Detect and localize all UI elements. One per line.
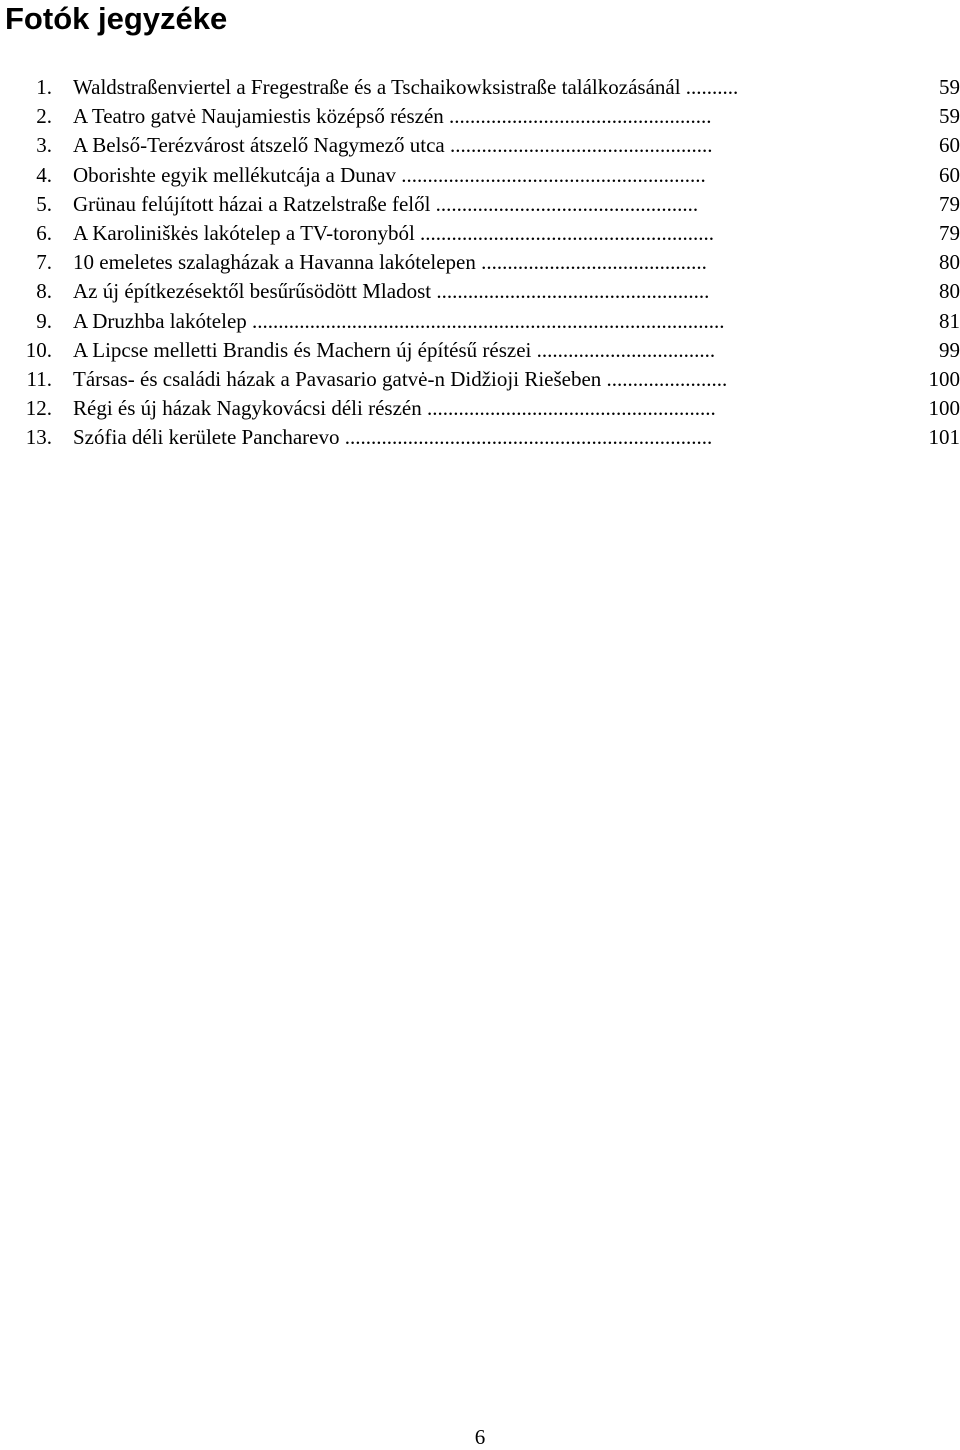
list-item [0, 336, 960, 365]
entry-title: Grünau felújított házai a Ratzelstraße felől .................................................. [73, 191, 699, 216]
entry-title: Társas- és családi házak a Pavasario gatvė-n Didžioji Riešeben ....................... [73, 366, 728, 391]
entry-number: 3. [36, 133, 52, 158]
list-item [0, 394, 960, 423]
page-title: Fotók jegyzéke [5, 1, 228, 36]
entry-page: 79 [939, 220, 960, 245]
entry-page: 80 [939, 279, 960, 304]
entry-title: A Teatro gatvė Naujamiestis középső részén .................................................. [73, 104, 712, 129]
entry-page: 59 [939, 104, 960, 129]
entry-number: 2. [36, 104, 52, 129]
entry-page: 100 [928, 396, 960, 421]
entry-number: 8. [36, 279, 52, 304]
list-item [0, 131, 960, 160]
entry-page: 80 [939, 250, 960, 275]
photo-list [0, 73, 960, 452]
entry-number: 4. [36, 162, 52, 187]
list-item [0, 219, 960, 248]
list-item [0, 161, 960, 190]
entry-title: Régi és új házak Nagykovácsi déli részén ....................................................... [73, 396, 716, 421]
list-item [0, 73, 960, 102]
entry-page: 101 [928, 425, 960, 450]
entry-title: A Karoliniškės lakótelep a TV-toronyból ........................................................ [73, 220, 715, 245]
entry-page: 79 [939, 191, 960, 216]
entry-title: A Belső-Terézvárost átszelő Nagymező utca .................................................. [73, 133, 713, 158]
list-item [0, 307, 960, 336]
entry-page: 81 [939, 308, 960, 333]
entry-title: A Lipcse melletti Brandis és Machern új építésű részei .................................. [73, 337, 716, 362]
entry-title: Waldstraßenviertel a Fregestraße és a Tschaikowksistraße találkozásánál .......... [73, 75, 739, 99]
entry-number: 7. [36, 250, 52, 275]
list-item [0, 365, 960, 394]
entry-number: 6. [36, 220, 52, 245]
entry-page: 100 [928, 366, 960, 391]
entry-number: 12. [25, 396, 52, 421]
list-item [0, 190, 960, 219]
entry-number: 5. [36, 191, 52, 216]
entry-number: 10. [25, 337, 52, 362]
entry-page: 59 [939, 75, 960, 99]
page-number: 6 [474, 1425, 486, 1449]
entry-title: Az új építkezésektől besűrűsödött Mladost .................................................... [73, 279, 710, 304]
list-item [0, 277, 960, 306]
entry-title: Oborishte egyik mellékutcája a Dunav .......................................................... [73, 162, 706, 187]
entry-title: A Druzhba lakótelep .......................................................................................... [73, 308, 725, 333]
list-item [0, 423, 960, 452]
entry-number: 9. [36, 308, 52, 333]
entry-page: 60 [939, 162, 960, 187]
entry-title: Szófia déli kerülete Pancharevo ...................................................................... [73, 425, 713, 450]
entry-number: 1. [36, 75, 52, 99]
entry-number: 13. [25, 425, 52, 450]
list-item [0, 248, 960, 277]
entry-number: 11. [26, 366, 52, 391]
entry-title: 10 emeletes szalagházak a Havanna lakótelepen ........................................... [73, 250, 707, 275]
entry-page: 60 [939, 133, 960, 158]
entry-page: 99 [939, 337, 960, 362]
list-item [0, 102, 960, 131]
